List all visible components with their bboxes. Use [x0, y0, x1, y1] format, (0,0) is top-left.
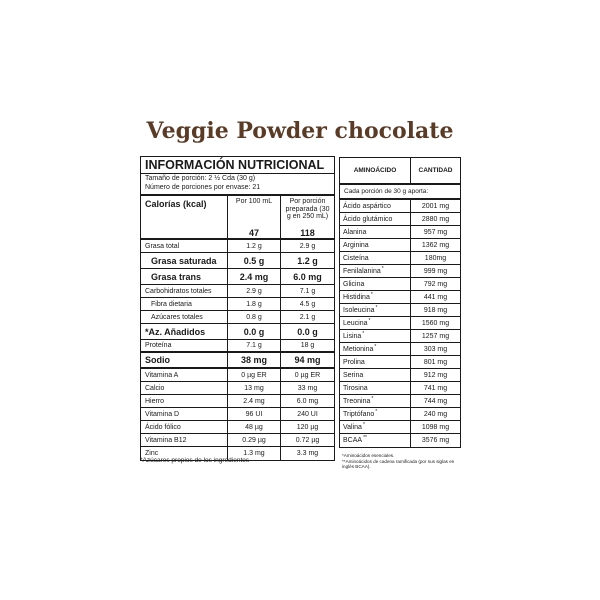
nutrient-value-portion: 6.0 mg: [280, 269, 334, 285]
sugar-footnote: *Azúcares propios de los ingredientes: [140, 457, 250, 464]
essential-marker: *: [375, 409, 378, 415]
essential-marker: *: [374, 344, 377, 350]
nutrition-facts-table: [140, 156, 335, 461]
amino-quantity: 1098 mg: [410, 421, 460, 434]
amino-quantity: 303 mg: [410, 343, 460, 356]
nutrient-label: Carbohidratos totales: [141, 285, 227, 298]
nutrient-label: Vitamina B12: [141, 434, 227, 447]
calories-spacer: [141, 228, 227, 240]
nutrient-value-portion: 33 mg: [280, 382, 334, 395]
nutrient-value-portion: 0.0 g: [280, 324, 334, 340]
amino-name: [340, 330, 410, 343]
amino-grid: [340, 200, 460, 447]
amino-name: [340, 200, 410, 213]
amino-name-text: Histidina: [343, 293, 370, 301]
amino-name-text: Triptófano: [343, 410, 375, 418]
amino-name: [340, 434, 410, 447]
amino-quantity: 999 mg: [410, 265, 460, 278]
amino-name-text: Leucina: [343, 319, 368, 327]
amino-quantity: 957 mg: [410, 226, 460, 239]
amino-quantity: 2880 mg: [410, 213, 460, 226]
amino-name-text: Arginina: [343, 241, 369, 249]
nutrient-label: Grasa total: [141, 240, 227, 253]
amino-quantity: 1257 mg: [410, 330, 460, 343]
amino-name: [340, 317, 410, 330]
amino-quantity: 2001 mg: [410, 200, 460, 213]
nutrient-value-100ml: 2.4 mg: [227, 269, 280, 285]
amino-name-text: Tirosina: [343, 384, 368, 392]
nutrient-value-100ml: 2.4 mg: [227, 395, 280, 408]
nutrient-value-100ml: 13 mg: [227, 382, 280, 395]
serving-info: [141, 173, 334, 196]
amino-quantity: 1560 mg: [410, 317, 460, 330]
servings-per-container: Número de porciones por envase: 21: [145, 183, 261, 191]
amino-name: [340, 408, 410, 421]
nutrition-heading: INFORMACIÓN NUTRICIONAL: [145, 158, 325, 172]
nutrient-label: Proteína: [141, 340, 227, 353]
nutrient-value-100ml: 0.29 µg: [227, 434, 280, 447]
nutrient-label: Fibra dietaria: [141, 298, 227, 311]
nutrient-value-portion: 2.1 g: [280, 311, 334, 324]
nutrient-label: Vitamina A: [141, 369, 227, 382]
nutrient-label: Sodio: [141, 353, 227, 369]
amino-name: [340, 356, 410, 369]
amino-quantity: 792 mg: [410, 278, 460, 291]
amino-name-text: Glicina: [343, 280, 365, 288]
nutrient-value-portion: 7.1 g: [280, 285, 334, 298]
amino-name-text: Treonina: [343, 397, 371, 405]
amino-name-text: Isoleucina: [343, 306, 375, 314]
amino-quantity: 180mg: [410, 252, 460, 265]
amino-name: [340, 265, 410, 278]
nutrition-grid: [141, 196, 334, 460]
amino-quantity: 918 mg: [410, 304, 460, 317]
nutrient-value-100ml: 1.3 mg: [227, 447, 280, 460]
amino-name-text: Ácido glutámico: [343, 215, 393, 223]
calories-portion: 118: [280, 228, 334, 240]
amino-quantity: 912 mg: [410, 369, 460, 382]
amino-quantity: 441 mg: [410, 291, 460, 304]
column-header-100ml: Por 100 mL: [227, 196, 280, 228]
nutrient-value-portion: 120 µg: [280, 421, 334, 434]
amino-name: [340, 239, 410, 252]
nutrient-value-portion: 1.2 g: [280, 253, 334, 269]
amino-acid-table: [339, 157, 461, 448]
product-title: Veggie Powder chocolate: [146, 118, 454, 144]
nutrient-value-100ml: 48 µg: [227, 421, 280, 434]
nutrient-value-portion: 2.9 g: [280, 240, 334, 253]
nutrient-value-portion: 240 UI: [280, 408, 334, 421]
amino-col-name: AMINOÁCIDO: [353, 167, 397, 174]
nutrient-value-portion: 6.0 mg: [280, 395, 334, 408]
amino-quantity: 801 mg: [410, 356, 460, 369]
nutrient-value-100ml: 0.0 g: [227, 324, 280, 340]
nutrient-value-portion: 0.72 µg: [280, 434, 334, 447]
essential-footnote: *Aminoácidos esenciales.: [342, 453, 395, 458]
nutrient-label: Vitamina D: [141, 408, 227, 421]
essential-marker: *: [370, 292, 373, 298]
calories-100ml: 47: [227, 228, 280, 240]
essential-marker: *: [371, 396, 374, 402]
amino-name: [340, 395, 410, 408]
nutrient-label: Zinc: [145, 450, 159, 457]
essential-marker: **: [363, 435, 367, 441]
amino-name: [340, 278, 410, 291]
amino-quantity: 1362 mg: [410, 239, 460, 252]
amino-name: [340, 291, 410, 304]
nutrient-label: Grasa saturada: [141, 253, 227, 269]
amino-footnotes: [342, 453, 460, 470]
nutrient-value-100ml: 1.2 g: [227, 240, 280, 253]
nutrient-label: Hierro: [141, 395, 227, 408]
nutrient-value-portion: 4.5 g: [280, 298, 334, 311]
amino-name-text: Prolina: [343, 358, 365, 366]
nutrient-value-100ml: 1.8 g: [227, 298, 280, 311]
serving-size: Tamaño de porción: 2 ½ Cda (30 g): [145, 175, 256, 182]
column-header-portion: Por porción preparada (30 g en 250 mL): [280, 196, 334, 228]
essential-marker: *: [375, 305, 378, 311]
amino-name-text: Lisina: [343, 332, 362, 340]
nutrient-label: Calcio: [141, 382, 227, 395]
nutrient-label: Grasa trans: [141, 269, 227, 285]
amino-name-text: Alanina: [343, 228, 367, 236]
essential-marker: *: [368, 318, 371, 324]
nutrient-value-100ml: 0.5 g: [227, 253, 280, 269]
amino-name-text: Fenilalanina: [343, 267, 381, 275]
amino-name: [340, 226, 410, 239]
amino-quantity: 240 mg: [410, 408, 460, 421]
essential-marker: *: [381, 266, 384, 272]
essential-marker: *: [362, 331, 365, 337]
amino-quantity: 741 mg: [410, 382, 460, 395]
nutrient-label: Ácido fólico: [141, 421, 227, 434]
amino-name-text: Serina: [343, 371, 364, 379]
amino-name: [340, 382, 410, 395]
amino-name-text: Valina: [343, 423, 362, 431]
amino-name-text: Cisteína: [343, 254, 369, 262]
nutrient-value-100ml: 0 µg ER: [227, 369, 280, 382]
amino-name: [340, 252, 410, 265]
nutrient-value-100ml: 38 mg: [227, 353, 280, 369]
amino-name: [340, 343, 410, 356]
amino-name: [340, 421, 410, 434]
nutrient-value-100ml: 7.1 g: [227, 340, 280, 353]
nutrient-label: *Az. Añadidos: [141, 324, 227, 340]
amino-name-text: Metionina: [343, 345, 374, 353]
amino-quantity: 744 mg: [410, 395, 460, 408]
essential-marker: *: [362, 422, 365, 428]
nutrient-value-portion: 18 g: [280, 340, 334, 353]
bcaa-footnote: **Aminoácidos de cadena ramificada (por sus siglas en inglés BCAA).: [342, 458, 455, 470]
nutrient-value-portion: 3.3 mg: [280, 447, 334, 460]
nutrient-value-100ml: 2.9 g: [227, 285, 280, 298]
calories-label: Calorías (kcal): [145, 199, 207, 209]
nutrient-value-100ml: 96 UI: [227, 408, 280, 421]
nutrient-value-portion: 94 mg: [280, 353, 334, 369]
amino-name: [340, 369, 410, 382]
amino-name: [340, 304, 410, 317]
nutrient-label: Azúcares totales: [141, 311, 227, 324]
nutrient-value-100ml: 0.8 g: [227, 311, 280, 324]
amino-name-text: Ácido aspártico: [343, 202, 391, 210]
amino-col-qty: CANTIDAD: [410, 158, 460, 183]
nutrient-value-portion: 0 µg ER: [280, 369, 334, 382]
amino-quantity: 3576 mg: [410, 434, 460, 447]
amino-subheader: Cada porción de 30 g aporta:: [340, 185, 460, 200]
amino-name-text: BCAA: [343, 437, 363, 444]
amino-name: [340, 213, 410, 226]
amino-header: [340, 158, 460, 185]
